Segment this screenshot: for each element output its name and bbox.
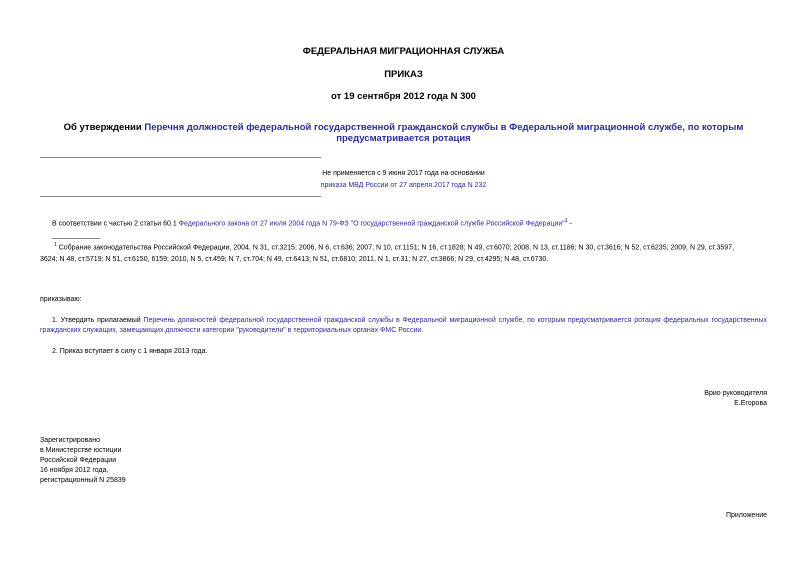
signature-name: Е.Егорова <box>734 400 767 407</box>
document-date-number: от 19 сентября 2012 года N 300 <box>331 91 476 102</box>
footnote-ref[interactable]: 1 <box>564 218 568 224</box>
document-type: ПРИКАЗ <box>384 69 423 80</box>
divider-notice <box>40 196 321 197</box>
footnote-mark: 1 <box>54 242 57 248</box>
preamble-prefix: В соответствии с частью 2 статьи 60.1 <box>52 220 179 228</box>
order-item-2: 2. Приказ вступает в силу с 1 января 2013 года. <box>52 348 208 355</box>
order-item-1 <box>40 316 767 336</box>
footnote <box>40 239 767 266</box>
item1-prefix: 1. Утвердить прилагаемый <box>52 317 144 324</box>
order-word: приказываю: <box>40 296 82 303</box>
signature-role: Врио руководителя <box>704 390 767 397</box>
footnote-line2: 3624; N 48, ст.5719; N 51, ст.6150, 6159; 2010, N 5, ст.459; N 7, ст.704; N 49, ст.6413; N 51, ст.6810; 2011, N 1, ст.31; N 27, ст.3866; N 29, ст.4295; N 48, ст.6730. <box>40 256 549 264</box>
notice-text: Не применяется с 9 июня 2017 года на основании <box>322 170 485 177</box>
registration-block <box>40 436 126 486</box>
notice-link[interactable]: приказа МВД России от 27 апреля 2017 года N 232 <box>320 182 487 189</box>
title-link[interactable]: Перечня должностей федеральной государственной гражданской службы в Федеральной миграционной службе, по которым предусматривается ротация <box>144 122 744 144</box>
document-title <box>40 122 767 144</box>
title-prefix: Об утверждении <box>63 122 145 133</box>
notice-block <box>250 168 557 192</box>
agency-name: ФЕДЕРАЛЬНАЯ МИГРАЦИОННАЯ СЛУЖБА <box>302 46 505 57</box>
divider-top <box>40 157 321 158</box>
registration-line: 16 ноября 2012 года, <box>40 467 109 474</box>
appendix-label: Приложение <box>725 512 767 519</box>
footnote-line1: Собрание законодательства Российской Федерации, 2004, N 31, ст.3215; 2006, N 6, ст.636; 2007, N 10, ст.1151; N 16, ст.1828; N 49, ст.6070; 2008, N 13, ст.1186; N 30, ст.3616; N 52, ст.6235; 2009, N 29, ст.3597, <box>56 244 735 252</box>
preamble-law-link[interactable]: Федерального закона от 27 июля 2004 года N 79-ФЗ "О государственной гражданской службе Российской Федерации" <box>178 220 565 228</box>
item1-link[interactable]: Перечень должностей федеральной государственной гражданской службы в Федеральной миграционной службе, по которым предусматривается ротация федеральных государственных гражданских служащих, замещающих должности категории "руководители" в территориальных органах ФМС России <box>40 317 768 334</box>
item1-suffix: . <box>421 327 424 334</box>
registration-line: в Министерстве юстиции <box>40 447 122 454</box>
registration-line: Российской Федерации <box>40 457 117 464</box>
signature-block <box>704 389 767 409</box>
preamble-suffix: - <box>567 220 572 228</box>
registration-line: регистрационный N 25839 <box>40 477 126 484</box>
registration-line: Зарегистрировано <box>40 437 100 444</box>
preamble <box>52 215 767 230</box>
